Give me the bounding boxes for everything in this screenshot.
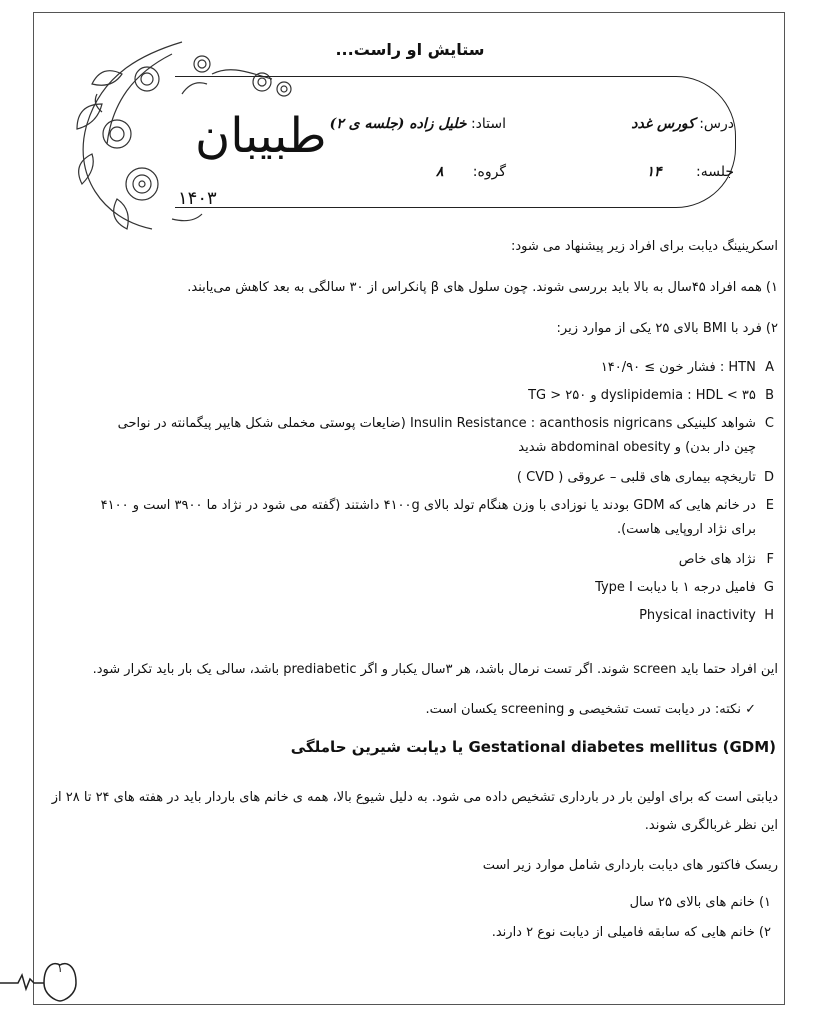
gdm-paragraph (43, 784, 778, 840)
criteria-row: B dyslipidemia : HDL < ۳۵ و TG > ۲۵۰ (528, 388, 774, 403)
course-label: درس: (699, 116, 734, 132)
criteria-row: F نژاد های خاص (678, 552, 774, 567)
list-item-2: ۲) فرد با BMI بالای ۲۵ یکی از موارد زیر: (556, 321, 778, 336)
teacher-label: استاد: (470, 116, 506, 132)
criteria-row: C شواهد کلینیکی Insulin Resistance : acanthosis nigricans (ضایعات پوستی مخملی شکل هایپر پیگمانته در نواحی (117, 416, 774, 431)
session-field (646, 164, 734, 180)
praise-title: ستایش او راست... (335, 40, 485, 59)
logo-year: ۱۴۰۳ (178, 188, 217, 209)
criteria-row: A HTN : فشار خون ≥ ۱۴۰/۹۰ (600, 360, 774, 375)
course-value: کورس غدد (631, 116, 695, 132)
criteria-row: H Physical inactivity (639, 608, 774, 623)
group-label: گروه: (472, 164, 506, 180)
criteria-row: چین دار بدن) و abdominal obesity شدید (518, 440, 756, 455)
gdm-paragraph-line: دیابتی است که برای اولین بار در بارداری تشخیص داده می شود. به دلیل شیوع بالا، همه ی خانم های باردار باید در هفته های ۲۴ تا ۲۸ از (51, 790, 778, 805)
criteria-row: G فامیل درجه ۱ با دیابت Type I (595, 580, 774, 595)
risk-item: ۲) خانم هایی که سابقه فامیلی از دیابت نوع ۲ دارند. (491, 925, 771, 940)
group-field (436, 164, 506, 180)
criteria-row: برای نژاد اروپایی هاست). (616, 522, 756, 537)
page-number: ۱ (57, 962, 63, 975)
list-item-1: ۱) همه افراد ۴۵سال به بالا باید بررسی شوند. چون سلول های β پانکراس از ۳۰ سالگی به بعد کاهش می‌یابند. (187, 280, 778, 295)
teacher-field (330, 116, 506, 132)
risk-intro: ریسک فاکتور های دیابت بارداری شامل موارد زیر است (482, 858, 778, 873)
tip-note: ✓ نکته: در دیابت تست تشخیصی و screening یکسان است. (425, 702, 756, 717)
teacher-value: خلیل زاده (جلسه ی ۲) (329, 116, 467, 132)
gdm-paragraph-line: این نظر غربالگری شوند. (644, 818, 778, 833)
criteria-list (74, 356, 774, 628)
criteria-row: E در خانم هایی که GDM بودند یا نوزادی با وزن هنگام تولد بالای ۴۱۰۰g داشتند (گفته می شود در نژاد ما ۳۹۰۰ است و ۴۱۰۰ (100, 498, 774, 513)
criteria-row: D تاریخچه بیماری های قلبی – عروقی ( CVD ) (516, 470, 774, 485)
intro-text: اسکرینینگ دیابت برای افراد زیر پیشنهاد می شود: (511, 239, 778, 254)
header-box (175, 76, 736, 208)
gdm-heading: Gestational diabetes mellitus (GDM) یا دیابت شیرین حاملگی (290, 738, 776, 756)
session-value: ۱۴ (646, 164, 662, 180)
risk-item: ۱) خانم های بالای ۲۵ سال (629, 895, 771, 910)
logo-word: طبیبان (195, 108, 327, 164)
session-label: جلسه: (695, 164, 734, 180)
group-value: ۸ (435, 164, 444, 180)
course-field (631, 116, 734, 132)
screen-note: این افراد حتما باید screen شوند. اگر تست نرمال باشد، هر ۳سال یکبار و اگر prediabetic باشد، سالی یک بار باید تکرار شود. (92, 662, 778, 677)
